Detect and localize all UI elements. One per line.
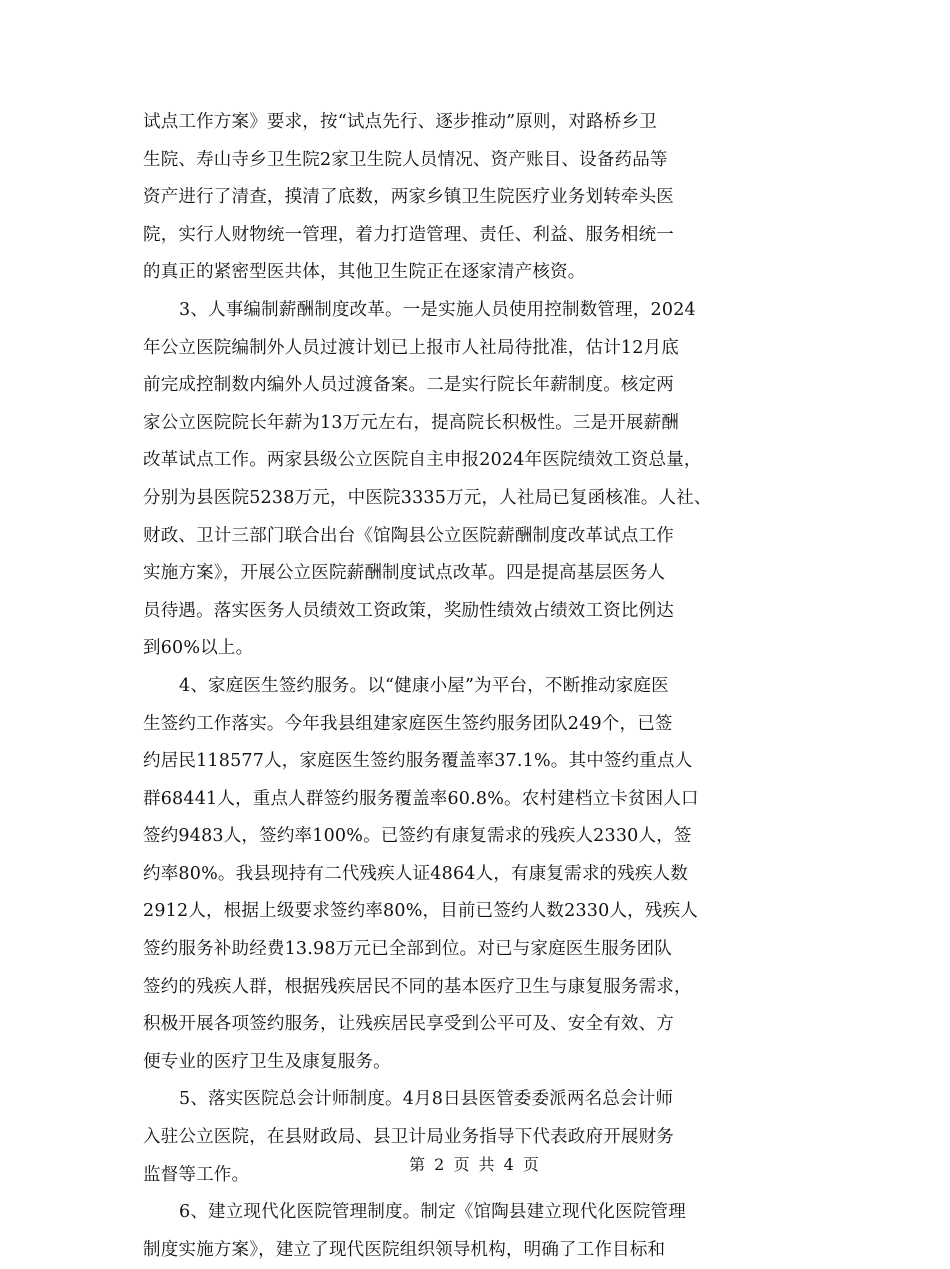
text-line: 签约的残疾人群，根据残疾居民不同的基本医疗卫生与康复服务需求， bbox=[143, 976, 692, 997]
text-line: 员待遇。落实医务人员绩效工资政策，奖励性绩效占绩效工资比例达 bbox=[143, 600, 674, 621]
text-line: 院，实行人财物统一管理，着力打造管理、责任、利益、服务相统一 bbox=[143, 224, 674, 245]
body-text bbox=[143, 104, 833, 1269]
text-line: 分别为县医院5238万元，中医院3335万元，人社局已复函核准。人社、 bbox=[143, 487, 712, 508]
text-line: 制度实施方案》，建立了现代医院组织领导机构，明确了工作目标和 bbox=[143, 1239, 666, 1260]
paragraph-first-line: 4、家庭医生签约服务。以“健康小屋”为平台，不断推动家庭医 bbox=[179, 675, 669, 696]
text-line: 约居民118577人，家庭医生签约服务覆盖率37.1%。其中签约重点人 bbox=[143, 751, 693, 772]
page-footer: 第 2 页 共 4 页 bbox=[409, 1155, 541, 1174]
text-line: 签约服务补助经费13.98万元已全部到位。对已与家庭医生服务团队 bbox=[143, 939, 672, 960]
text-line: 群68441人，重点人群签约服务覆盖率60.8%。农村建档立卡贫困人口 bbox=[143, 788, 699, 809]
text-line: 积极开展各项签约服务，让残疾居民享受到公平可及、安全有效、方 bbox=[143, 1014, 674, 1035]
text-line: 签约9483人，签约率100%。已签约有康复需求的残疾人2330人，签 bbox=[143, 826, 692, 847]
text-line: 到60%以上。 bbox=[143, 638, 254, 659]
paragraph-first-line: 6、建立现代化医院管理制度。制定《馆陶县建立现代化医院管理 bbox=[179, 1202, 686, 1223]
text-line: 家公立医院院长年薪为13万元左右，提高院长积极性。三是开展薪酬 bbox=[143, 412, 679, 433]
text-line: 年公立医院编制外人员过渡计划已上报市人社局待批准，估计12月底 bbox=[143, 337, 679, 358]
text-line: 约率80%。我县现持有二代残疾人证4864人，有康复需求的残疾人数 bbox=[143, 863, 689, 884]
text-line: 生院、寿山寺乡卫生院2家卫生院人员情况、资产账目、设备药品等 bbox=[143, 149, 668, 170]
text-line: 监督等工作。 bbox=[143, 1164, 250, 1185]
text-line: 财政、卫计三部门联合出台《馆陶县公立医院薪酬制度改革试点工作 bbox=[143, 525, 674, 546]
text-line: 生签约工作落实。今年我县组建家庭医生签约服务团队249个，已签 bbox=[143, 713, 673, 734]
paragraph-first-line: 5、落实医院总会计师制度。4月8日县医管委委派两名总会计师 bbox=[179, 1089, 674, 1110]
text-line: 前完成控制数内编外人员过渡备案。二是实行院长年薪制度。核定两 bbox=[143, 375, 674, 396]
text-line: 便专业的医疗卫生及康复服务。 bbox=[143, 1051, 391, 1072]
text-line: 实施方案》，开展公立医院薪酬制度试点改革。四是提高基层医务人 bbox=[143, 563, 666, 584]
text-line: 2912人，根据上级要求签约率80%，目前已签约人数2330人，残疾人 bbox=[143, 901, 698, 922]
text-line: 试点工作方案》要求，按“试点先行、逐步推动”原则，对路桥乡卫 bbox=[143, 112, 657, 132]
text-line: 资产进行了清查，摸清了底数，两家乡镇卫生院医疗业务划转牵头医 bbox=[143, 187, 674, 208]
paragraph-first-line: 3、人事编制薪酬制度改革。一是实施人员使用控制数管理，2024 bbox=[179, 299, 696, 320]
text-line: 的真正的紧密型医共体，其他卫生院正在逐家清产核资。 bbox=[143, 262, 586, 283]
text-line: 入驻公立医院，在县财政局、县卫计局业务指导下代表政府开展财务 bbox=[143, 1127, 674, 1148]
text-line: 改革试点工作。两家县级公立医院自主申报2024年医院绩效工资总量， bbox=[143, 450, 702, 471]
